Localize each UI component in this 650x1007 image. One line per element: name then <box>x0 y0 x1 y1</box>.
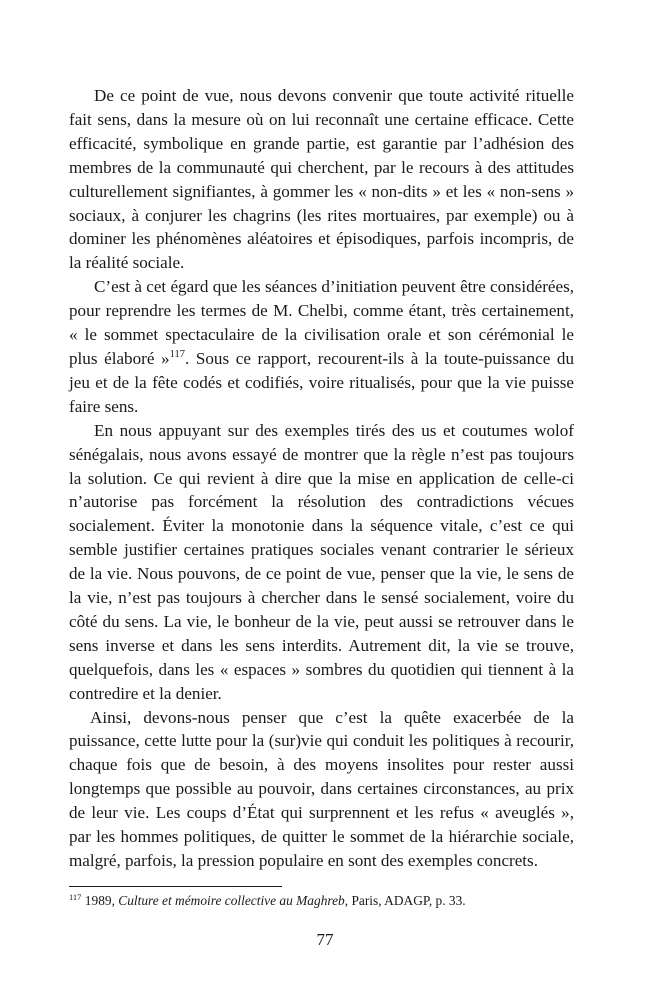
footnote-publication-details: , Paris, ADAGP, p. 33. <box>344 893 466 908</box>
footnote-reference-117[interactable]: 117 <box>169 348 185 360</box>
paragraph-4: Ainsi, devons-nous penser que c’est la quête exacerbée de la puissance, cette lutte pour la (sur)vie qui conduit les politiques à recourir, chaque fois que de besoin, à des moyens insolites pour rester aussi longtemps que possible au pouvoir, dans certaines circonstances, au prix de leur vie. Les coups d’État qui surprennent et les refus « aveuglés », par les hommes politiques, de quitter le sommet de la hiérarchie sociale, malgré, parfois, la pression populaire en sont des exemples concrets. <box>69 707 574 870</box>
page-number: 77 <box>316 930 334 949</box>
footnote-number: 117 <box>69 892 82 902</box>
footnote-year: 1989, <box>84 893 119 908</box>
footnote-117 <box>69 893 574 909</box>
paragraph-1: De ce point de vue, nous devons convenir que toute activité rituelle fait sens, dans la mesure où on lui reconnaît une certaine efficace. Cette efficacité, symbolique en grande partie, est garantie par l’adhésion des membres de la communauté qui cherchent, par le recours à des attitudes culturellement signifiantes, à gommer les « non-dits » et les « non-sens » sociaux, à conjurer les chagrins (les rites mortuaires, par exemple) ou à dominer les phénomènes aléatoires et épisodiques, parfois incompris, de la réalité sociale. <box>69 86 574 273</box>
paragraph-2-text-before-ref: C’est à cet égard que les séances d’initiation peuvent être considérées, pour reprendre les termes de M. Chelbi, comme étant, très certainement, « le sommet spectaculaire de la civilisation orale et son cérémonial le plus élaboré » <box>69 277 574 368</box>
footnote-book-title: Culture et mémoire collective au Maghreb <box>118 893 345 908</box>
paragraph-2 <box>69 275 574 418</box>
paragraph-2-text-after-ref: . Sous ce rapport, recourent-ils à la toute-puissance du jeu et de la fête codés et codifiés, voire ritualisés, pour que la vie puisse faire sens. <box>69 348 575 416</box>
footnote-separator-rule <box>69 886 282 887</box>
body-text <box>69 84 574 873</box>
paragraph-3: En nous appuyant sur des exemples tirés des us et coutumes wolof sénégalais, nous avons essayé de montrer que la règle n’est pas toujours la solution. Ce qui revient à dire que la mise en application de celle-ci n’autorise pas forcément la résolution des contradictions vécues socialement. Éviter la monotonie dans la séquence vitale, c’est ce qui semble justifier certaines pratiques sociales venant contrarier le sérieux de la vie. Nous pouvons, de ce point de vue, penser que la vie, le sens de la vie, n’est pas toujours à chercher dans le sensé socialement, voire du côté du sens. La vie, le bonheur de la vie, peut aussi se retrouver dans le sens inverse et dans les sens interdits. Autrement dit, la vie se trouve, quelquefois, dans les « espaces » sombres du quotidien qui tiennent à la contredire et la denier. <box>69 420 574 703</box>
